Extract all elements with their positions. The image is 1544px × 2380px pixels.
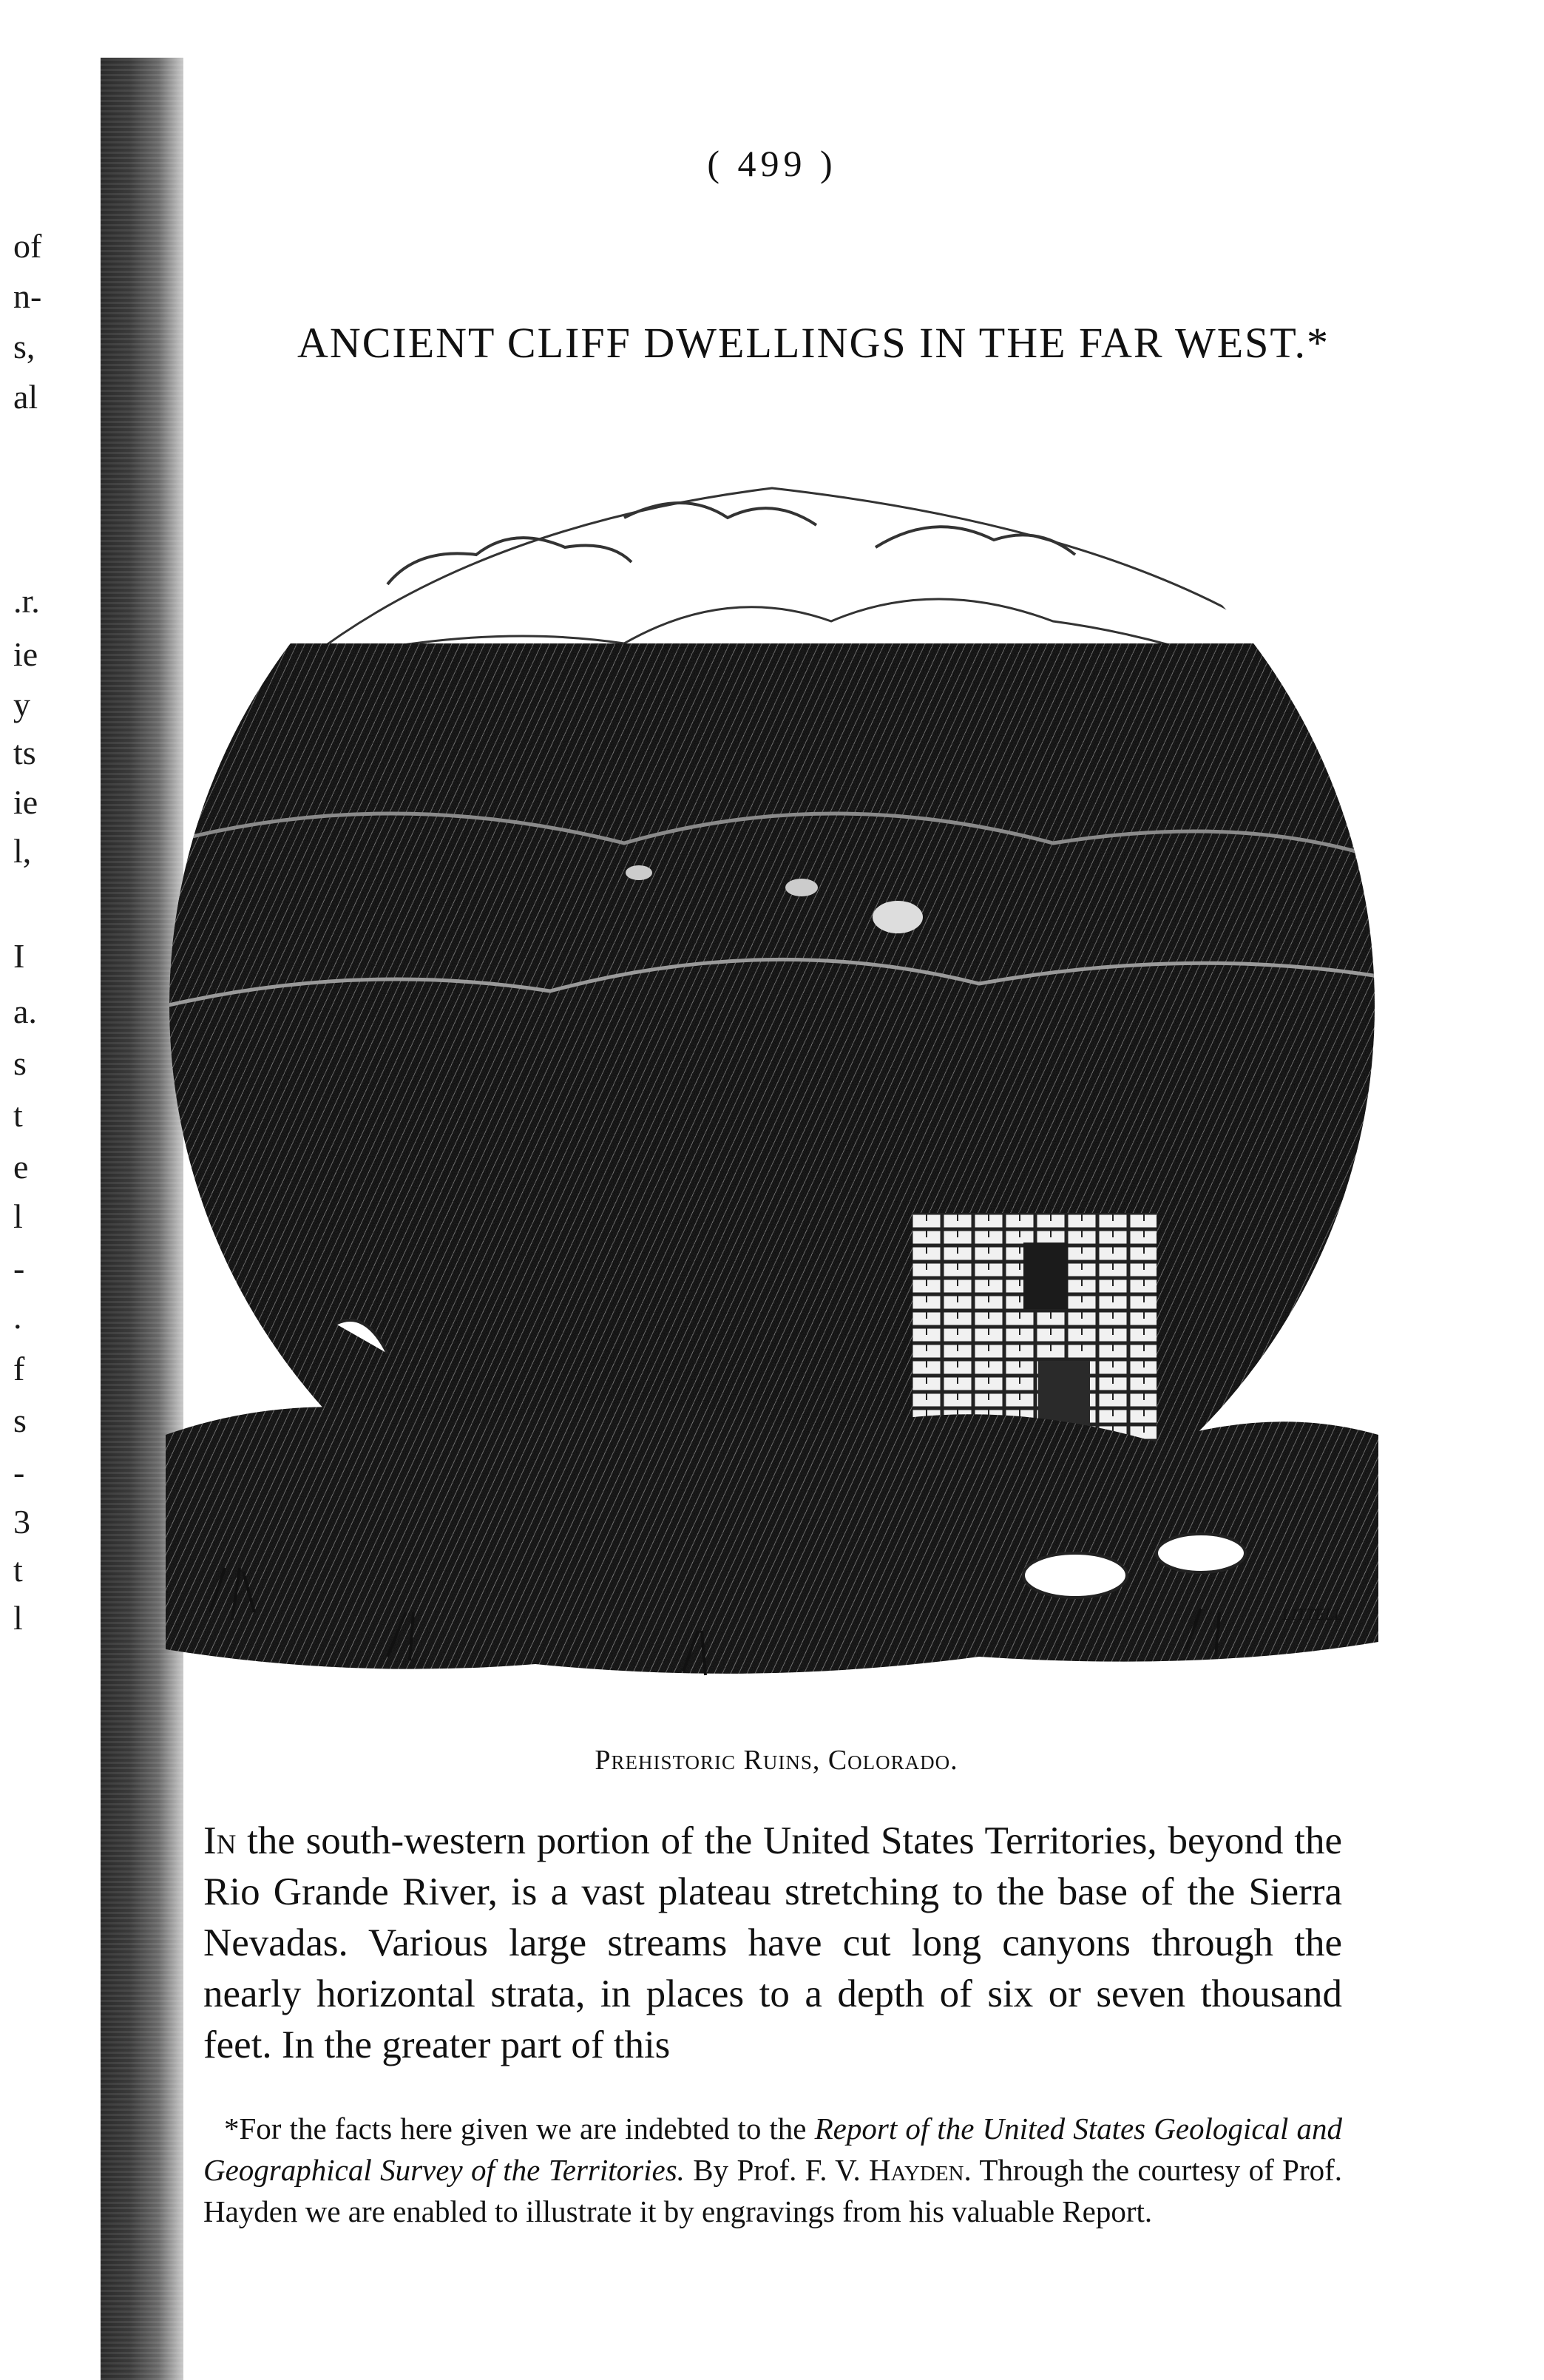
margin-fragment: .	[13, 1298, 22, 1336]
margin-fragment: .r.	[13, 582, 40, 620]
footnote-lead: *For the facts here given we are indebted to the	[224, 2112, 807, 2146]
figure-caption: Prehistoric Ruins, Colorado.	[595, 1745, 958, 1776]
margin-fragment: al	[13, 378, 38, 416]
margin-fragment: I	[13, 937, 25, 975]
margin-fragment: f	[13, 1350, 25, 1387]
margin-fragment: ie	[13, 783, 38, 821]
margin-fragment: ts	[13, 734, 36, 771]
margin-fragment: ie	[13, 635, 38, 673]
margin-fragment: 3	[13, 1503, 30, 1541]
body-text: the south-western portion of the United States Territories, beyond the Rio Grande River, is a vast plateau stretching to the base of the Sierra Nevadas. Various large streams have cut long canyons through the nearly horizontal strata, in places to a depth of six or seven thousand feet. In the greater part of this	[203, 1819, 1342, 2066]
footnote-report-title: Report of the United States Geological and Geographical Survey of the Territories.	[203, 2112, 1343, 2187]
margin-fragment: s,	[13, 328, 35, 365]
margin-fragment: l	[13, 1599, 23, 1637]
margin-fragment: n-	[13, 277, 42, 315]
margin-fragment: a.	[13, 993, 37, 1030]
footnote-rest: Through the courtesy of Prof. Hayden we are enabled to illustrate it by engravings from his valuable Report.	[203, 2153, 1343, 2228]
margin-fragment: s	[13, 1402, 27, 1439]
margin-fragment: -	[13, 1453, 25, 1491]
margin-fragment: l	[13, 1197, 23, 1235]
prehistoric-ruins-engraving	[166, 399, 1378, 1723]
margin-fragment: l,	[13, 832, 32, 870]
page-number: ( 499 )	[707, 143, 837, 184]
body-lead-word: In	[203, 1819, 237, 1862]
engraver-signature: LITTELL	[1282, 1605, 1343, 1623]
footnote-author: F. V. Hayden.	[805, 2153, 972, 2187]
margin-fragment: t	[13, 1551, 23, 1589]
body-paragraph	[203, 1816, 1342, 2071]
margin-fragment: -	[13, 1249, 25, 1287]
margin-fragment: s	[13, 1044, 27, 1082]
margin-fragment: of	[13, 227, 42, 265]
margin-fragment: t	[13, 1096, 23, 1134]
margin-fragment: e	[13, 1148, 29, 1186]
article-title: ANCIENT CLIFF DWELLINGS IN THE FAR WEST.*	[297, 319, 1330, 367]
footnote	[203, 2108, 1342, 2232]
margin-fragment: y	[13, 686, 30, 723]
footnote-by: By Prof.	[693, 2153, 797, 2187]
